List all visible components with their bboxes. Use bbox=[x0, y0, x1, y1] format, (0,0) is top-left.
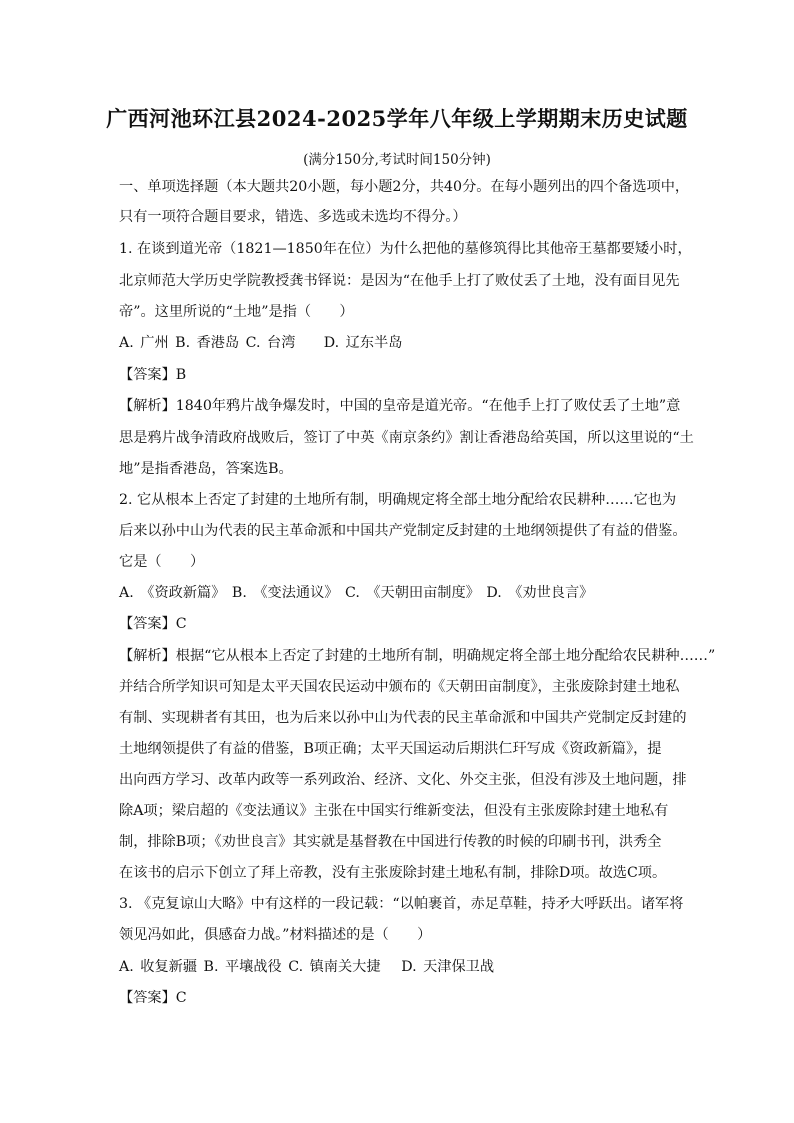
question-1-stem: 1. 在谈到道光帝（1821—1850年在位）为什么把他的墓修筑得比其他帝王墓都要矮小时， bbox=[119, 241, 692, 257]
question-1-stem: 北京师范大学历史学院教授龚书铎说：是因为“在他手上打了败仗丢了土地，没有面目见先 bbox=[119, 273, 680, 289]
question-2-answer: 【答案】C bbox=[119, 616, 187, 632]
question-1-stem: 帝”。这里所说的“土地”是指（ ） bbox=[119, 304, 354, 320]
question-2-analysis: 有制、实现耕者有其田，也为后来以孙中山为代表的民主革命派和中国共产党制定反封建的 bbox=[119, 710, 687, 726]
question-2-analysis: 出向西方学习、改革内政等一系列政治、经济、文化、外交主张，但没有涉及土地问题，排 bbox=[119, 772, 687, 788]
question-2-options: A. 《资政新篇》 B. 《变法通议》 C. 《天朝田亩制度》 D. 《劝世良言》 bbox=[119, 585, 594, 601]
section-heading-cont: 只有一项符合题目要求，错选、多选或未选均不得分。） bbox=[119, 209, 467, 225]
question-2-analysis: 在该书的启示下创立了拜上帝教，没有主张废除封建土地私有制，排除D项。故选C项。 bbox=[119, 865, 667, 881]
question-2-stem: 后来以孙中山为代表的民主革命派和中国共产党制定反封建的土地纲领提供了有益的借鉴。 bbox=[119, 523, 687, 539]
question-2-stem: 它是（ ） bbox=[119, 554, 205, 570]
question-1-answer: 【答案】B bbox=[119, 367, 187, 383]
section-heading: 一、单项选择题（本大题共20小题，每小题2分，共40分。在每小题列出的四个备选项中， bbox=[119, 179, 690, 195]
question-2-analysis: 【解析】根据“它从根本上否定了封建的土地所有制，明确规定将全部土地分配给农民耕种……” bbox=[119, 648, 716, 664]
question-2-analysis: 并结合所学知识可知是太平天国农民运动中颁布的《天朝田亩制度》，主张废除封建土地私 bbox=[119, 679, 680, 695]
question-2-stem: 2. 它从根本上否定了封建的土地所有制，明确规定将全部土地分配给农民耕种……它也为 bbox=[119, 492, 677, 508]
question-1-analysis: 思是鸦片战争清政府战败后，签订了中英《南京条约》割让香港岛给英国，所以这里说的“土 bbox=[119, 430, 694, 446]
question-1-options: A. 广州 B. 香港岛 C. 台湾 D. 辽东半岛 bbox=[119, 335, 403, 351]
question-1-analysis: 【解析】1840年鸦片战争爆发时，中国的皇帝是道光帝。“在他手上打了败仗丢了土地”意 bbox=[119, 398, 681, 414]
question-2-analysis: 制，排除B项；《劝世良言》其实就是基督教在中国进行传教的时候的印刷书刊，洪秀全 bbox=[119, 834, 662, 850]
question-3-answer: 【答案】C bbox=[119, 990, 187, 1006]
question-2-analysis: 土地纲领提供了有益的借鉴，B项正确；太平天国运动后期洪仁玕写成《资政新篇》，提 bbox=[119, 741, 662, 757]
question-3-stem: 领见冯如此，俱感奋力战。”材料描述的是（ ） bbox=[119, 927, 432, 943]
page-title: 广西河池环江县2024-2025学年八年级上学期期末历史试题 bbox=[106, 106, 688, 131]
question-1-analysis: 地”是指香港岛，答案选B。 bbox=[119, 461, 293, 477]
exam-info: (满分150分,考试时间150分钟) bbox=[303, 152, 491, 168]
question-3-stem: 3. 《克复谅山大略》中有这样的一段记载：“以帕裹首，赤足草鞋，持矛大呼跃出。诸军将 bbox=[119, 896, 684, 912]
question-2-analysis: 除A项；梁启超的《变法通议》主张在中国实行维新变法，但没有主张废除封建土地私有 bbox=[119, 803, 669, 819]
question-3-options: A. 收复新疆 B. 平壤战役 C. 镇南关大捷 D. 天津保卫战 bbox=[119, 959, 495, 975]
